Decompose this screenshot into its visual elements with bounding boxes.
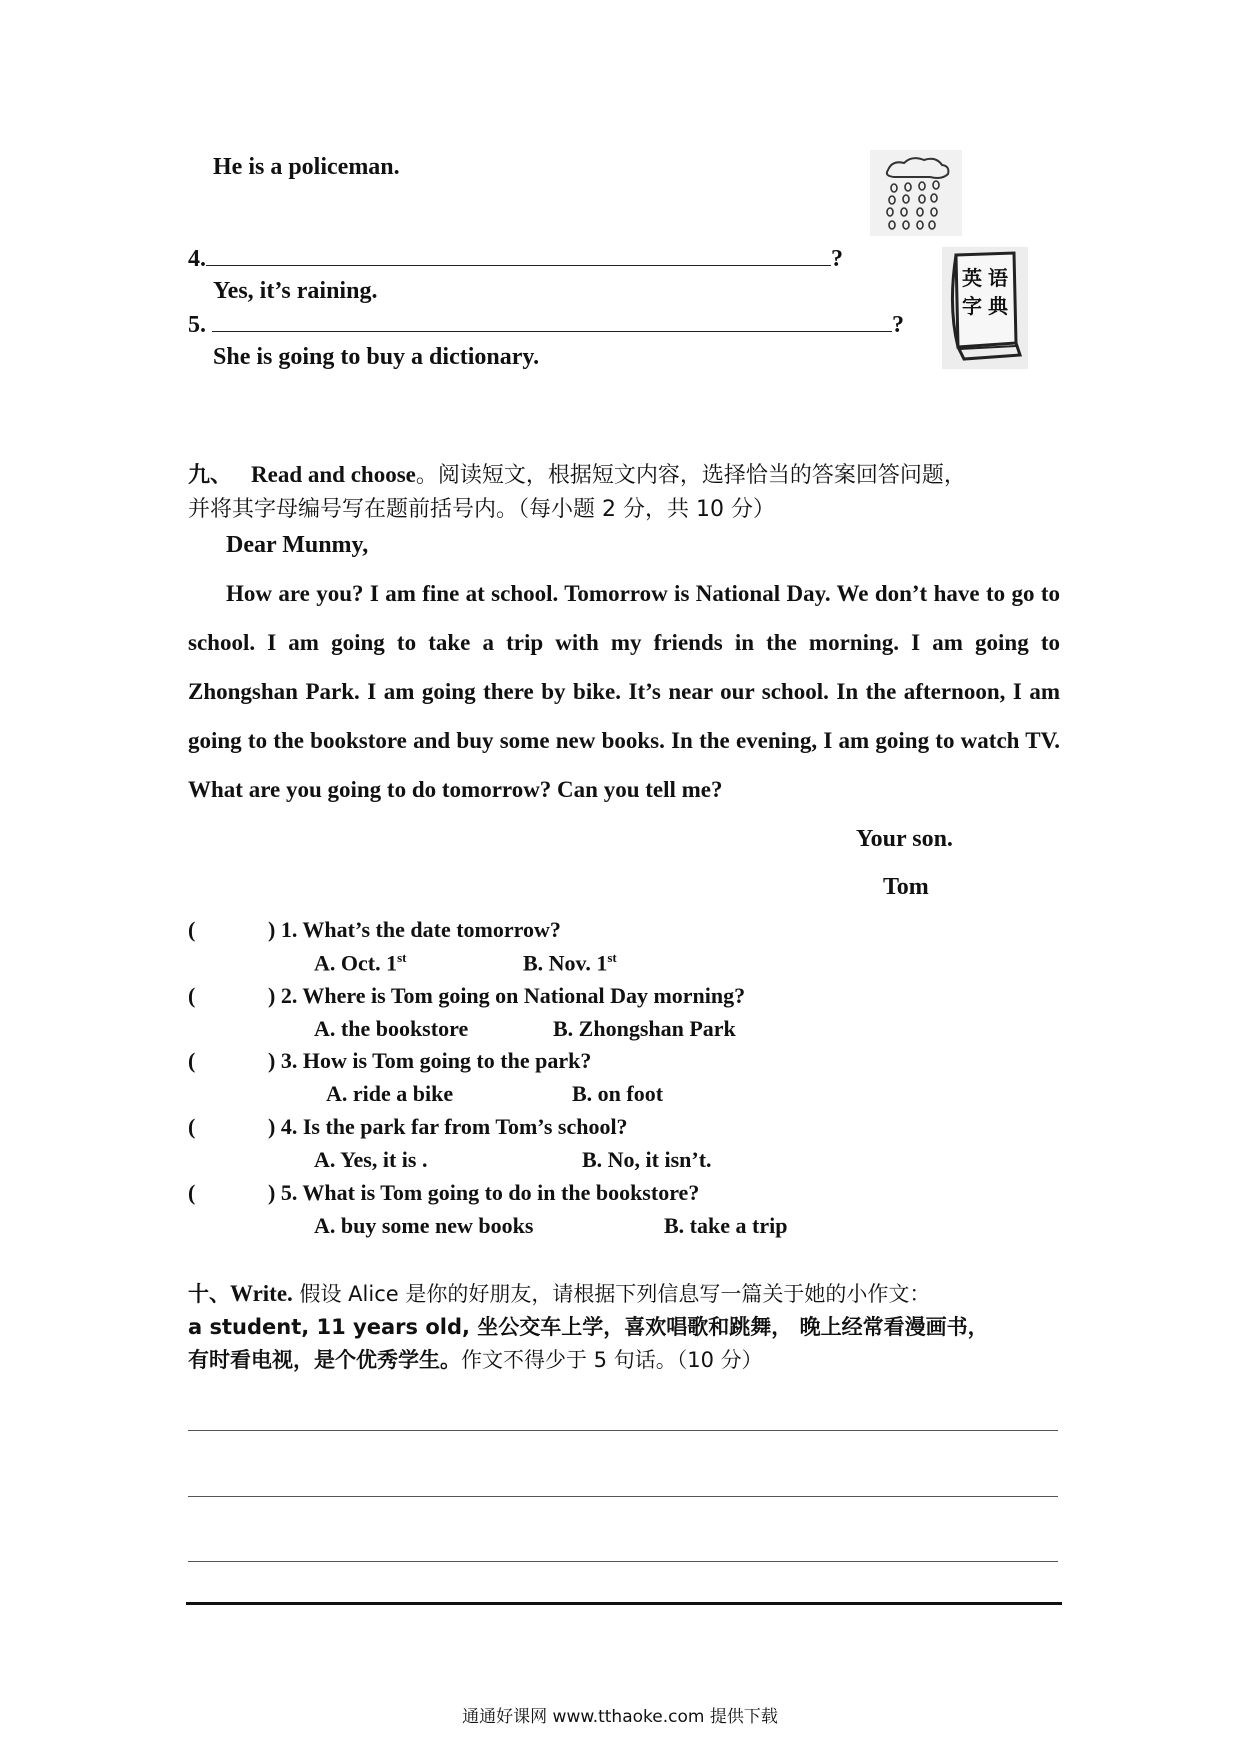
answer-4: Yes, it’s raining. xyxy=(213,278,378,304)
section9-title-en: Read and choose xyxy=(251,462,416,487)
dict-char-1: 英 xyxy=(962,266,982,290)
letter-greeting: Dear Munmy, xyxy=(226,532,369,558)
section9-title-cn: 。阅读短文，根据短文内容，选择恰当的答案回答问题， xyxy=(415,463,966,488)
letter-signature: Tom xyxy=(883,874,929,900)
q3-option-a: A. ride a bike xyxy=(326,1081,454,1106)
q4-number: 4. xyxy=(188,246,206,272)
writing-line-3[interactable] xyxy=(188,1561,1058,1562)
q5-number: 5. xyxy=(188,312,206,338)
section10-line3 xyxy=(188,1344,763,1374)
dict-char-3: 字 xyxy=(962,294,982,318)
q4-blank xyxy=(206,245,831,266)
q1-option-b: B. Nov. 1st xyxy=(523,950,617,976)
section10-heading xyxy=(188,1278,930,1308)
question-4 xyxy=(188,1114,628,1140)
footer-divider xyxy=(186,1602,1062,1605)
section9-instruction: 并将其字母编号写在题前括号内。（每小题 2 分，共 10 分） xyxy=(188,497,775,522)
question-5-line xyxy=(188,311,904,339)
letter-body xyxy=(188,569,1060,814)
question-text: ) 3. How is Tom going to the park? xyxy=(268,1048,592,1073)
rain-cloud-icon xyxy=(870,150,962,236)
writing-line-2[interactable] xyxy=(188,1496,1058,1497)
q5-option-b: B. take a trip xyxy=(664,1213,788,1238)
question-3 xyxy=(188,1048,591,1074)
letter-body-text: How are you? I am fine at school. Tomorrow is National Day. We don’t have to go to school. I am going to take a trip with my friends in the morning. I am going to Zhongshan Park. I am going there by bike. It’s near our school. In the afternoon, I am going to the bookstore and buy some new books. In the evening, I am going to watch TV. What are you going to do tomorrow? Can you tell me? xyxy=(188,581,1060,802)
q2-option-a: A. the bookstore xyxy=(314,1016,469,1041)
question-text: ) 4. Is the park far from Tom’s school? xyxy=(268,1114,628,1139)
dictionary-book-icon xyxy=(942,247,1028,369)
section10-line3-rest: 作文不得少于 5 句话。（10 分） xyxy=(461,1348,763,1372)
dict-char-2: 语 xyxy=(988,266,1008,290)
section10-line2: a student, 11 years old, 坐公交车上学，喜欢唱歌和跳舞， 晚上经常看漫画书， xyxy=(188,1315,989,1339)
q3-option-b: B. on foot xyxy=(572,1081,664,1106)
q4-option-b: B. No, it isn’t. xyxy=(582,1147,712,1172)
letter-closing: Your son. xyxy=(856,826,953,852)
question-text: ) 5. What is Tom going to do in the bookstore? xyxy=(268,1180,700,1205)
q2-option-b: B. Zhongshan Park xyxy=(553,1016,736,1041)
question-text: ) 1. What’s the date tomorrow? xyxy=(268,917,561,942)
answer-paren[interactable]: ( xyxy=(188,917,196,942)
q5-mark: ? xyxy=(892,312,904,338)
answer-paren[interactable]: ( xyxy=(188,1180,196,1205)
question-5 xyxy=(188,1180,699,1206)
answer-5: She is going to buy a dictionary. xyxy=(213,344,540,370)
question-4-line xyxy=(188,245,843,273)
footer-credit: 通通好课网 www.tthaoke.com 提供下载 xyxy=(462,1707,778,1727)
writing-line-1[interactable] xyxy=(188,1430,1058,1431)
q4-option-a: A. Yes, it is . xyxy=(314,1147,428,1172)
q1-option-a: A. Oct. 1st xyxy=(314,950,407,976)
q5-option-a: A. buy some new books xyxy=(314,1213,534,1238)
question-2 xyxy=(188,983,745,1009)
question-text: ) 2. Where is Tom going on National Day morning? xyxy=(268,983,746,1008)
answer-3: He is a policeman. xyxy=(213,154,400,180)
question-1 xyxy=(188,917,561,943)
section9-number: 九、 xyxy=(188,463,233,488)
answer-paren[interactable]: ( xyxy=(188,983,196,1008)
dict-char-4: 典 xyxy=(988,294,1008,318)
q5-blank xyxy=(212,311,892,332)
section10-line1: 假设 Alice 是你的好朋友，请根据下列信息写一篇关于她的小作文： xyxy=(292,1282,931,1306)
section10-title-en: Write. xyxy=(230,1281,293,1306)
section10-number: 十、 xyxy=(188,1282,230,1306)
answer-paren[interactable]: ( xyxy=(188,1114,196,1139)
q4-mark: ? xyxy=(831,246,843,272)
answer-paren[interactable]: ( xyxy=(188,1048,196,1073)
section10-line3-bold: 有时看电视，是个优秀学生。 xyxy=(188,1348,461,1372)
section9-heading xyxy=(188,458,966,489)
